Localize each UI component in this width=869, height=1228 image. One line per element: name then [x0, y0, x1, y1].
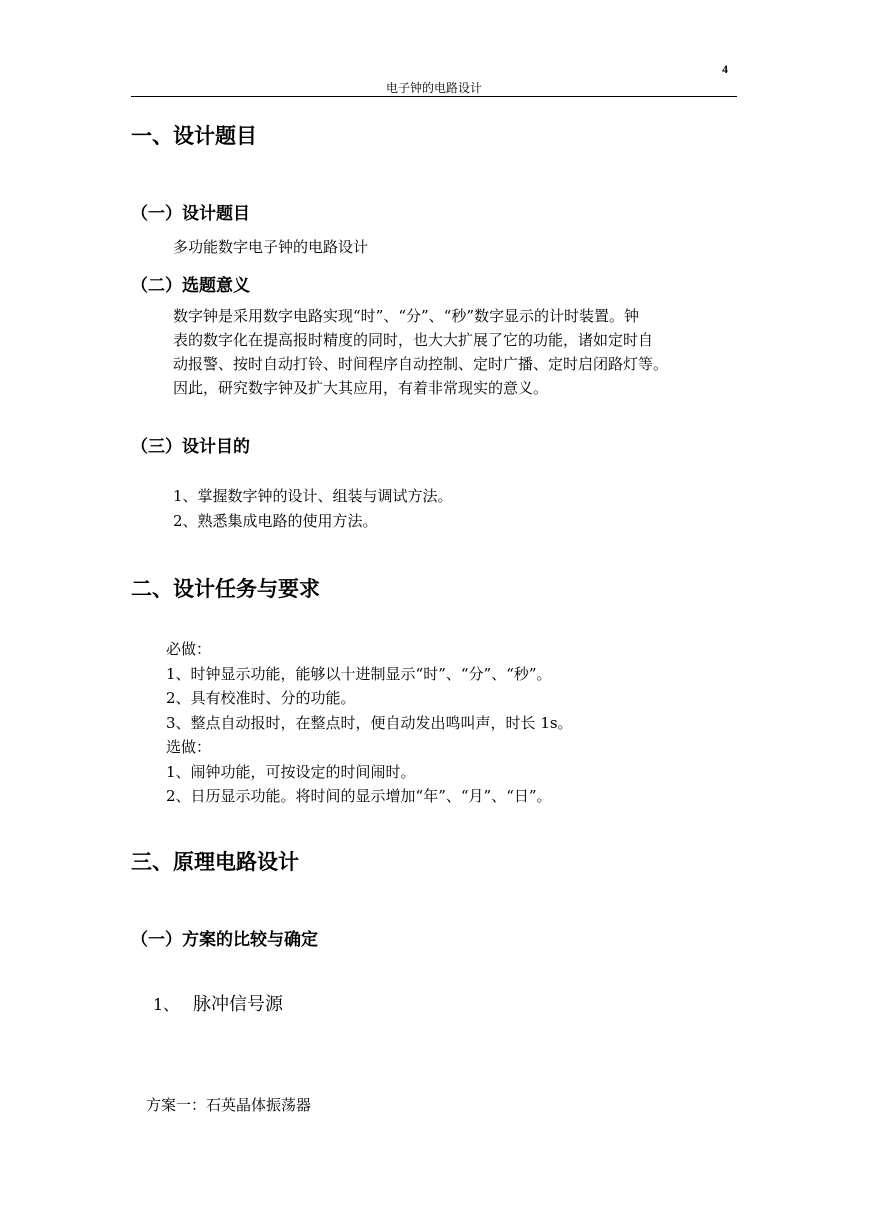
- list-item: 3、整点自动报时，在整点时，便自动发出鸣叫声，时长 1s。: [166, 713, 573, 732]
- list-item: 选做：: [166, 738, 212, 756]
- section-1-3-list: [173, 484, 453, 534]
- section-1-2-paragraph: [173, 304, 738, 400]
- section-2-heading: 二、设计任务与要求: [131, 577, 320, 601]
- section-3-1-item-title: 脉冲信号源: [193, 994, 283, 1015]
- section-3-1-heading: （一）方案的比较与确定: [131, 930, 318, 950]
- section-2-list: [166, 637, 573, 809]
- section-1-1-text: 多功能数字电子钟的电路设计: [173, 238, 369, 256]
- list-item: 1、掌握数字钟的设计、组装与调试方法。: [173, 487, 453, 505]
- section-1-heading: 一、设计题目: [131, 124, 257, 148]
- page-number: 4: [722, 62, 728, 76]
- section-3-1-item-number: 1、: [153, 995, 180, 1014]
- list-item: 2、日历显示功能。将时间的显示增加“年”、“月”、“日”。: [166, 787, 552, 805]
- list-item: 2、熟悉集成电路的使用方法。: [173, 512, 378, 530]
- list-item: 1、时钟显示功能，能够以十进制显示“时”、“分”、“秒”。: [166, 664, 552, 683]
- list-item: 2、具有校准时、分的功能。: [166, 689, 356, 707]
- list-item: 1、闹钟功能，可按设定的时间闹时。: [166, 762, 416, 781]
- section-1-1-heading: （一）设计题目: [131, 204, 250, 224]
- plan-one-label: 方案一：石英晶体振荡器: [146, 1096, 312, 1114]
- header-rule: [131, 96, 737, 97]
- running-header-title: 电子钟的电路设计: [386, 81, 483, 95]
- section-3-heading: 三、原理电路设计: [131, 850, 299, 874]
- paragraph-line: 表的数字化在提高报时精度的同时，也大大扩展了它的功能，诸如定时自: [173, 331, 654, 349]
- section-1-2-heading: （二）选题意义: [131, 276, 250, 296]
- paragraph-line: 数字钟是采用数字电路实现“时”、“分”、“秒”数字显示的计时装置。钟: [173, 307, 640, 325]
- section-1-3-heading: （三）设计目的: [131, 437, 250, 457]
- paragraph-line: 动报警、按时自动打铃、时间程序自动控制、定时广播、定时启闭路灯等。: [173, 355, 669, 373]
- list-item: 必做：: [166, 640, 212, 658]
- paragraph-line: 因此，研究数字钟及扩大其应用，有着非常现实的意义。: [173, 379, 549, 397]
